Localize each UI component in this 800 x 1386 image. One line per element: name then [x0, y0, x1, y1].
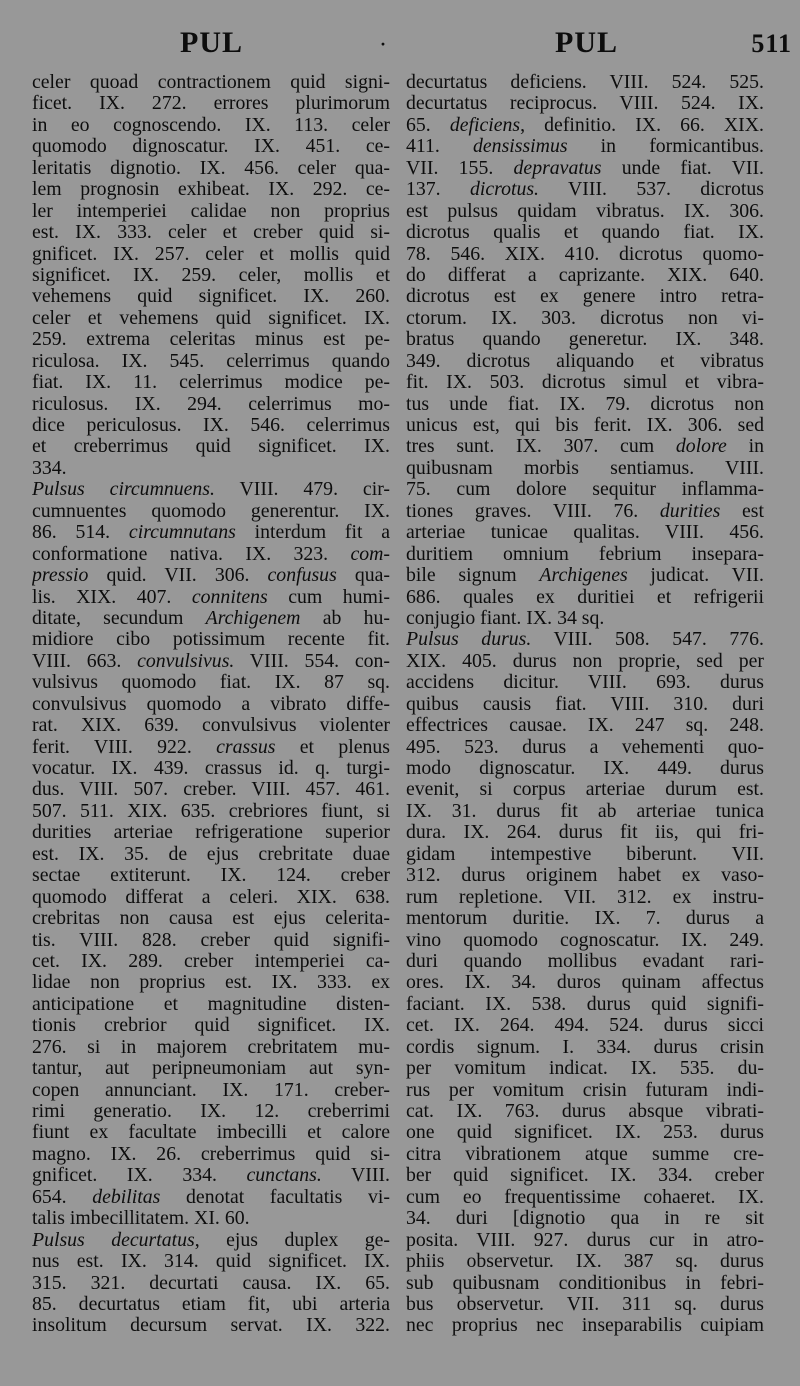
text-line: decurtatus deficiens. VIII. 524. 525. — [406, 72, 764, 93]
text-line: cum eo frequentissime cohaeret. IX. — [406, 1186, 764, 1208]
text-line: riculosa. IX. 545. celerrimus quando — [32, 350, 390, 372]
text-line: vulsivus quomodo fiat. IX. 87 sq. — [32, 672, 390, 694]
text-line: modo dignoscatur. IX. 449. durus — [406, 758, 764, 779]
text-line: tis. VIII. 828. creber quid signifi- — [32, 929, 390, 951]
text-line: ficet. IX. 272. errores plurimorum — [32, 93, 390, 115]
text-line: convulsivus quomodo a vibrato diffe- — [32, 693, 390, 715]
text-line: IX. 31. durus fit ab arteriae tunica — [406, 800, 764, 822]
text-line: bus observetur. VII. 311 sq. durus — [406, 1293, 764, 1315]
text-line: vino quomodo cognoscatur. IX. 249. — [406, 929, 764, 951]
text-line: 315. 321. decurtati causa. IX. 65. — [32, 1272, 390, 1294]
text-line: ler intemperiei calidae non proprius — [32, 200, 390, 222]
header-right-word: PUL — [555, 26, 618, 59]
text-line: dice periculosus. IX. 546. celerrimus — [32, 415, 390, 436]
text-line: faciant. IX. 538. durus quid signifi- — [406, 993, 764, 1015]
text-line: significet. IX. 259. celer, mollis et — [32, 264, 390, 286]
text-line: in eo cognoscendo. IX. 113. celer — [32, 114, 390, 136]
text-line: arteriae tunicae qualitas. VIII. 456. — [406, 522, 764, 544]
text-line: midiore cibo potissimum recente fit. — [32, 629, 390, 651]
text-line: talis imbecillitatem. XI. 60. — [32, 1208, 250, 1230]
text-line: 85. decurtatus etiam fit, ubi arteria — [32, 1293, 390, 1315]
text-line: est pulsus quidam vibratus. IX. 306. — [406, 200, 764, 222]
text-line: dura. IX. 264. durus fit iis, qui fri- — [406, 822, 764, 844]
text-line: citra vibrationem atque summe cre- — [406, 1143, 764, 1165]
text-line: rum repletione. VII. 312. ex instru- — [406, 886, 764, 908]
text-line: Pulsus circumnuens. VIII. 479. cir- — [32, 479, 390, 501]
text-line: phiis observetur. IX. 387 sq. durus — [406, 1251, 764, 1273]
text-line: 411. densissimus in formicantibus. — [406, 136, 764, 158]
text-line: 137. dicrotus. VIII. 537. dicrotus — [406, 179, 764, 201]
text-line: et creberrimus quid significet. IX. — [32, 436, 390, 458]
text-line: durities arteriae refrigeratione superior — [32, 822, 390, 844]
text-line: quomodo dignoscatur. IX. 451. ce- — [32, 136, 390, 158]
text-line: VIII. 663. convulsivus. VIII. 554. con- — [32, 650, 390, 672]
text-line: nus est. IX. 314. quid significet. IX. — [32, 1251, 390, 1273]
text-line: Pulsus decurtatus, ejus duplex ge- — [32, 1229, 390, 1251]
text-line: ditate, secundum Archigenem ab hu- — [32, 607, 390, 629]
text-line: quomodo differat a celeri. XIX. 638. — [32, 886, 390, 908]
text-line: sub quibusnam conditionibus in febri- — [406, 1272, 764, 1294]
text-line: duri quando mollibus evadant rari- — [406, 950, 764, 972]
text-line: 349. dicrotus aliquando et vibratus — [406, 350, 764, 372]
text-line: est. IX. 35. de ejus crebritate duae — [32, 843, 390, 865]
text-line: gnificet. IX. 334. cunctans. VIII. — [32, 1165, 390, 1187]
text-line: decurtatus reciprocus. VIII. 524. IX. — [406, 93, 764, 115]
text-line: cumnuentes quomodo generentur. IX. — [32, 500, 390, 522]
text-line: ferit. VIII. 922. crassus et plenus — [32, 736, 390, 758]
text-line: 654. debilitas denotat facultatis vi- — [32, 1186, 390, 1208]
text-line: cat. IX. 763. durus absque vibrati- — [406, 1101, 764, 1122]
text-line: tus unde fiat. IX. 79. dicrotus non — [406, 393, 764, 415]
text-line: 259. extrema celeritas minus est pe- — [32, 329, 390, 351]
text-line: rat. XIX. 639. convulsivus violenter — [32, 715, 390, 737]
page-number: 511 — [751, 29, 792, 58]
text-line: vocatur. IX. 439. crassus id. q. turgi- — [32, 758, 390, 779]
text-line: one quid significet. IX. 253. durus — [406, 1122, 764, 1144]
text-line: copen annunciant. IX. 171. creber- — [32, 1079, 390, 1101]
text-line: sectae extiterunt. IX. 124. creber — [32, 865, 390, 887]
text-line: mentorum duritie. IX. 7. durus a — [406, 908, 764, 930]
text-line: 495. 523. durus a vehementi quo- — [406, 736, 764, 758]
text-line: fit. IX. 503. dicrotus simul et vibra- — [406, 372, 764, 394]
text-line: posita. VIII. 927. durus cur in atro- — [406, 1229, 764, 1251]
text-line: magno. IX. 26. creberrimus quid si- — [32, 1143, 390, 1165]
text-line: 65. deficiens, definitio. IX. 66. XIX. — [406, 114, 764, 136]
text-line: crebritas non causa est ejus celerita- — [32, 908, 390, 930]
text-line: insolitum decursum servat. IX. 322. — [32, 1315, 390, 1337]
text-line: XIX. 405. durus non proprie, sed per — [406, 650, 764, 672]
header-ornament: · — [380, 34, 388, 54]
text-line: vehemens quid significet. IX. 260. — [32, 286, 390, 308]
text-line: per vomitum indicat. IX. 535. du- — [406, 1058, 764, 1080]
text-line: 312. durus originem habet ex vaso- — [406, 865, 764, 887]
text-line: 86. 514. circumnutans interdum fit a — [32, 522, 390, 544]
text-line: conjugio fiant. IX. 34 sq. — [406, 607, 605, 629]
text-line: 276. si in majorem crebritatem mu- — [32, 1036, 390, 1058]
text-line: quibus causis fiat. VIII. 310. duri — [406, 693, 764, 715]
text-line: 334. — [32, 457, 67, 479]
text-line: riculosus. IX. 294. celerrimus mo- — [32, 393, 390, 415]
left-column — [32, 72, 390, 1337]
text-line: ores. IX. 34. duros quinam affectus — [406, 972, 764, 994]
text-line: dicrotus est ex genere intro retra- — [406, 286, 764, 308]
text-line: celer et vehemens quid significet. IX. — [32, 307, 390, 329]
text-line: ctorum. IX. 303. dicrotus non vi- — [406, 307, 764, 329]
text-line: est. IX. 333. celer et creber quid si- — [32, 222, 390, 244]
text-line: bratus quando generetur. IX. 348. — [406, 329, 764, 351]
header-left-word: PUL — [180, 26, 243, 59]
text-line: accidens dicitur. VIII. 693. durus — [406, 672, 764, 694]
text-line: cet. IX. 264. 494. 524. durus sicci — [406, 1015, 764, 1037]
text-line: lidae non proprius est. IX. 333. ex — [32, 972, 390, 994]
text-line: dus. VIII. 507. creber. VIII. 457. 461. — [32, 779, 390, 801]
text-line: gidam intempestive biberunt. VII. — [406, 843, 764, 865]
text-line: quibusnam morbis sentiamus. VIII. — [406, 457, 764, 479]
text-line: cet. IX. 289. creber intemperiei ca- — [32, 950, 390, 972]
text-line: unicus est, qui bis ferit. IX. 306. sed — [406, 415, 764, 436]
text-line: tantur, aut peripneumoniam aut syn- — [32, 1058, 390, 1080]
text-line: tiones graves. VIII. 76. durities est — [406, 500, 764, 522]
text-line: effectrices causae. IX. 247 sq. 248. — [406, 715, 764, 737]
text-line: 507. 511. XIX. 635. crebriores fiunt, si — [32, 800, 390, 822]
text-line: Pulsus durus. VIII. 508. 547. 776. — [406, 629, 764, 651]
text-line: gnificet. IX. 257. celer et mollis quid — [32, 243, 390, 265]
text-line: rus per vomitum crisin futuram indi- — [406, 1079, 764, 1101]
text-line: evenit, si corpus arteriae durum est. — [406, 779, 764, 801]
text-line: VII. 155. depravatus unde fiat. VII. — [406, 157, 764, 179]
text-line: 34. duri [dignotio qua in re sit — [406, 1208, 764, 1230]
running-header — [0, 20, 800, 66]
text-line: lis. XIX. 407. connitens cum humi- — [32, 586, 390, 608]
text-line: tionis crebrior quid significet. IX. — [32, 1015, 390, 1037]
text-line: ber quid significet. IX. 334. creber — [406, 1165, 764, 1187]
text-line: 75. cum dolore sequitur inflamma- — [406, 479, 764, 501]
text-line: dicrotus qualis et quando fiat. IX. — [406, 222, 764, 244]
text-line: 78. 546. XIX. 410. dicrotus quomo- — [406, 243, 764, 265]
text-line: rimi generatio. IX. 12. creberrimi — [32, 1101, 390, 1122]
text-line: conformatione nativa. IX. 323. com- — [32, 543, 390, 565]
text-line: 686. quales ex duritiei et refrigerii — [406, 586, 764, 608]
right-column — [406, 72, 764, 1337]
text-line: cordis signum. I. 334. durus crisin — [406, 1036, 764, 1058]
text-line: pressio quid. VII. 306. confusus qua- — [32, 565, 390, 587]
text-line: anticipatione et magnitudine disten- — [32, 993, 390, 1015]
text-line: tres sunt. IX. 307. cum dolore in — [406, 436, 764, 458]
text-line: lem prognosin exhibeat. IX. 292. ce- — [32, 179, 390, 201]
text-line: leritatis dignotio. IX. 456. celer qua- — [32, 157, 390, 179]
text-line: nec proprius nec inseparabilis cuipiam — [406, 1315, 764, 1337]
text-line: bile signum Archigenes judicat. VII. — [406, 565, 764, 587]
text-line: do differat a caprizante. XIX. 640. — [406, 264, 764, 286]
text-line: celer quoad contractionem quid signi- — [32, 72, 390, 93]
text-line: fiat. IX. 11. celerrimus modice pe- — [32, 372, 390, 394]
text-line: duritiem omnium febrium insepara- — [406, 543, 764, 565]
text-line: fiunt ex facultate imbecilli et calore — [32, 1122, 390, 1144]
